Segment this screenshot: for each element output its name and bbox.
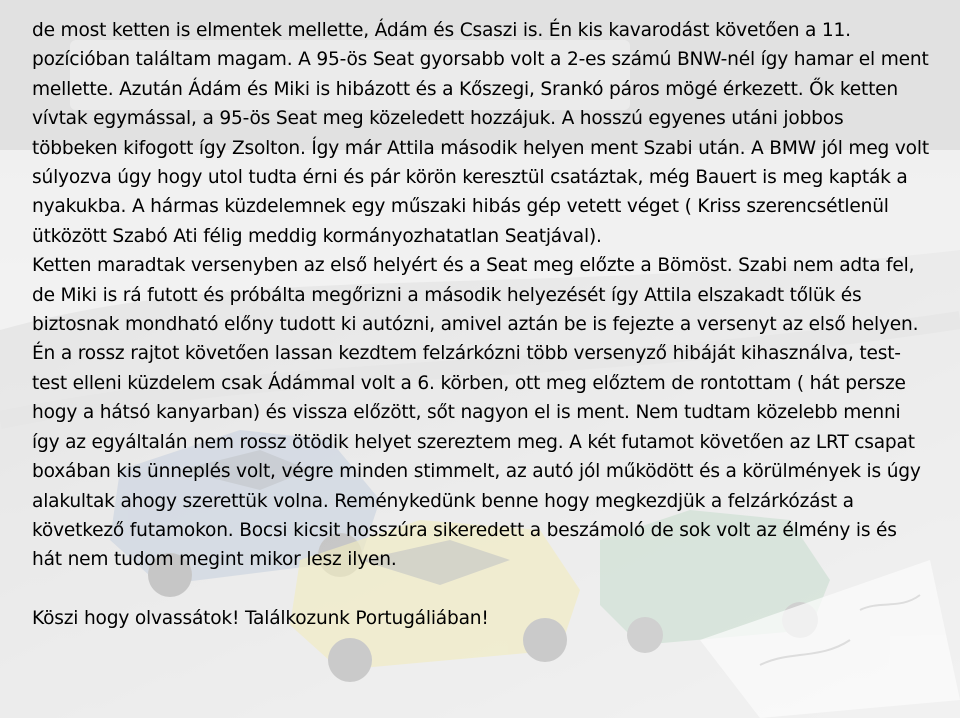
report-text <box>32 16 932 634</box>
paragraph-spacer <box>32 575 932 604</box>
paragraph-2: Ketten maradtak versenyben az első helyért és a Seat meg előzte a Bömöst. Szabi nem adta fel, de Miki is rá futott és próbálta megőrizni a második helyezését így Attila elszakadt tőlük és biztosnak mondható előny tudott ki autózni, amivel aztán be is fejezte a versenyt az első helyen. Én a rossz rajtot követően lassan kezdtem felzárkózni több versenyző hibáját kihasználva, test-test elleni küzdelem csak Ádámmal volt a 6. körben, ott meg előztem de rontottam ( hát persze hogy a hátsó kanyarban) és vissza előzött, sőt nagyon el is ment. Nem tudtam közelebb menni így az egyáltalán nem rossz ötödik helyet szereztem meg. A két futamot követően az LRT csapat boxában kis ünneplés volt, végre minden stimmelt, az autó jól működött és a körülmények is úgy alakultak ahogy szerettük volna. Reménykedünk benne hogy megkezdjük a felzárkózást a következő futamokon. Bocsi kicsit hosszúra sikeredett a beszámoló de sok volt az élmény is és hát nem tudom megint mikor lesz ilyen. <box>32 255 921 571</box>
paragraph-1: de most ketten is elmentek mellette, Ádám és Csaszi is. Én kis kavarodást követően a 11. pozícióban találtam magam. A 95-ös Seat gyorsabb volt a 2-es számú BNW-nél így hamar el ment mellette. Azután Ádám és Miki is hibázott és a Kőszegi, Srankó páros mögé érkezett. Ők ketten vívtak egymással, a 95-ös Seat meg közeledett hozzájuk. A hosszú egyenes utáni jobbos többeken kifogott így Zsolton. Így már Attila második helyen ment Szabi után. A BMW jól meg volt súlyozva úgy hogy utol tudta érni és pár körön keresztül csatáztak, még Bauert is meg kapták a nyakukba. A hármas küzdelemnek egy műszaki hibás gép vetett véget ( Kriss szerencsétlenül ütközött Szabó Ati félig meddig kormányozhatatlan Seatjával). <box>32 20 929 247</box>
closing-line: Köszi hogy olvassátok! Találkozunk Portugáliában! <box>32 608 489 630</box>
